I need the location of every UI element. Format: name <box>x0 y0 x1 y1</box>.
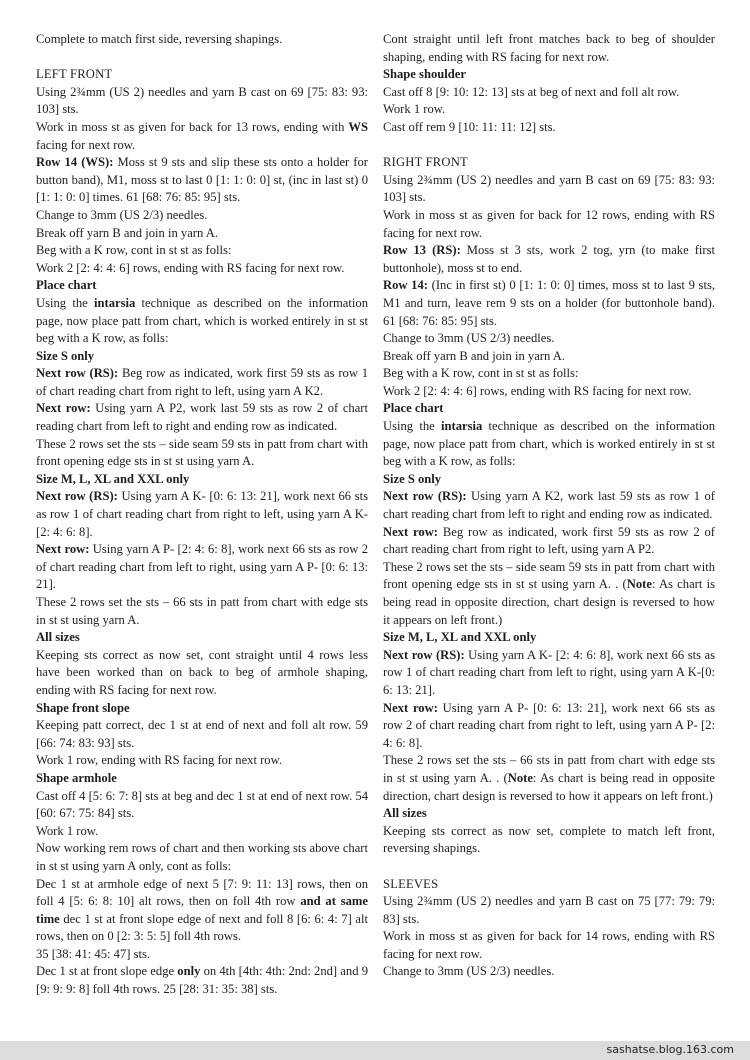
paragraph: Using 2¾mm (US 2) needles and yarn B cast on 69 [75: 83: 93: 103] sts. <box>36 84 368 117</box>
paragraph: Using the intarsia technique as described on the information page, now place patt from chart, which is worked entirely in st st beg with a K row, as folls: <box>36 295 368 346</box>
paragraph: Next row (RS): Using yarn A K- [2: 4: 6: 8], work next 66 sts as row 1 of chart reading chart from left to right, using yarn A K-[0: 6: 13: 21]. <box>383 647 716 697</box>
paragraph: Work in moss st as given for back for 12 rows, ending with RS facing for next row. <box>383 207 715 240</box>
heading-place-chart: Place chart <box>36 278 97 293</box>
paragraph: Break off yarn B and join in yarn A. <box>36 225 218 240</box>
paragraph: Keeping patt correct, dec 1 st at end of next and foll alt row. 59 [66: 74: 83: 93] sts. <box>36 718 368 750</box>
paragraph: Change to 3mm (US 2/3) needles. <box>383 331 555 346</box>
heading-size-s: Size S only <box>36 348 95 363</box>
paragraph: Work 1 row, ending with RS facing for next row. <box>36 753 283 768</box>
paragraph: Cont straight until left front matches back to beg of shoulder shaping, ending with RS facing for next row. <box>383 32 715 64</box>
paragraph: Next row (RS): Using yarn A K- [0: 6: 13: 21], work next 66 sts as row 1 of chart reading chart from right to left, using yarn A K- [2: 4: 6: 8]. <box>36 489 369 539</box>
paragraph: Row 14 (WS): Moss st 9 sts and slip these sts onto a holder for button band), M1, moss st to last 0 [1: 1: 0: 0] st, (inc in last st) 0 [1: 1: 0: 0] times. 61 [68: 76: 85: 95] sts. <box>36 155 368 205</box>
section-title-sleeves: SLEEVES <box>383 876 439 891</box>
paragraph: Work 2 [2: 4: 4: 6] rows, ending with RS facing for next row. <box>383 383 692 398</box>
paragraph: Using 2¾mm (US 2) needles and yarn B cast on 75 [77: 79: 79: 83] sts. <box>383 894 715 926</box>
section-title-right-front: RIGHT FRONT <box>383 155 468 170</box>
heading-place-chart: Place chart <box>383 401 444 416</box>
paragraph: These 2 rows set the sts – 66 sts in patt from chart with edge sts in st st using yarn A. . (Note: As chart is being read in opposite direction, chart design is reversed to how it appears on left front.) <box>383 753 715 803</box>
paragraph: Cast off 8 [9: 10: 12: 13] sts at beg of next and foll alt row. <box>383 84 680 99</box>
paragraph: Work in moss st as given for back for 13 rows, ending with WS facing for next row. <box>36 119 368 152</box>
paragraph: Cast off rem 9 [10: 11: 11: 12] sts. <box>383 119 556 134</box>
paragraph: Beg with a K row, cont in st st as folls: <box>36 243 232 258</box>
paragraph: Row 14: (Inc in first st) 0 [1: 1: 0: 0] times, moss st to last 9 sts, M1 and turn, leave rem 9 sts on a holder (for buttonhole band). 61 [68: 76: 85: 95] sts. <box>383 278 715 328</box>
left-column <box>36 31 368 999</box>
paragraph: Using 2¾mm (US 2) needles and yarn B cast on 69 [75: 83: 93: 103] sts. <box>383 172 715 205</box>
paragraph: Work 1 row. <box>36 823 99 838</box>
paragraph: Change to 3mm (US 2/3) needles. <box>36 207 208 222</box>
paragraph: Cast off 4 [5: 6: 7: 8] sts at beg and dec 1 st at end of next row. 54 [60: 67: 75: 84] sts. <box>36 788 368 821</box>
heading-size-m-xxl: Size M, L, XL and XXL only <box>383 630 537 645</box>
paragraph: Change to 3mm (US 2/3) needles. <box>383 964 555 979</box>
section-title-left-front: LEFT FRONT <box>36 67 113 82</box>
heading-shape-shoulder: Shape shoulder <box>383 67 466 82</box>
heading-shape-front-slope: Shape front slope <box>36 700 130 715</box>
paragraph: Next row: Using yarn A P2, work last 59 sts as row 2 of chart reading chart from left to right and ending row as indicated. <box>36 401 368 434</box>
heading-size-m-xxl: Size M, L, XL and XXL only <box>36 471 190 486</box>
heading-size-s: Size S only <box>383 471 442 486</box>
heading-all-sizes: All sizes <box>36 630 80 645</box>
paragraph: Dec 1 st at armhole edge of next 5 [7: 9: 11: 13] rows, then on foll 4 [5: 6: 8: 10] alt rows, then on foll 4th row and at same time dec 1 st at front slope edge of next and foll 8 [6: 6: 4: 7] alt rows, then on 0 [2: 3: 5: 5] foll 4th rows. <box>36 876 369 944</box>
paragraph: These 2 rows set the sts – 66 sts in patt from chart with edge sts in st st using yarn A. <box>36 595 368 627</box>
paragraph: Next row (RS): Using yarn A K2, work last 59 sts as row 1 of chart reading chart from left to right and ending row as indicated. <box>383 489 715 522</box>
watermark-text: sashatse.blog.163.com <box>606 1043 734 1056</box>
footer-bar <box>0 1041 750 1060</box>
paragraph: Work in moss st as given for back for 14 rows, ending with RS facing for next row. <box>383 929 715 961</box>
paragraph: Now working rem rows of chart and then working sts above chart in st st using yarn A only, cont as folls: <box>36 841 368 873</box>
paragraph: Next row: Beg row as indicated, work first 59 sts as row 2 of chart reading chart from right to left, using yarn A P2. <box>383 524 715 557</box>
paragraph: Dec 1 st at front slope edge only on 4th [4th: 4th: 2nd: 2nd] and 9 [9: 9: 9: 8] foll 4th rows. 25 [28: 31: 35: 38] sts. <box>36 964 368 997</box>
paragraph: Keeping sts correct as now set, cont straight until 4 rows less have been worked than on back to beg of armhole shaping, ending with RS facing for next row. <box>36 647 368 697</box>
paragraph: Keeping sts correct as now set, complete to match left front, reversing shapings. <box>383 823 715 856</box>
heading-all-sizes: All sizes <box>383 806 427 821</box>
heading-shape-armhole: Shape armhole <box>36 770 117 785</box>
paragraph: Using the intarsia technique as described on the information page, now place patt from chart, which is worked entirely in st st beg with a K row, as folls: <box>383 419 715 469</box>
paragraph: Break off yarn B and join in yarn A. <box>383 348 565 363</box>
paragraph: Work 1 row. <box>383 102 446 117</box>
intro-text: Complete to match first side, reversing shapings. <box>36 32 283 46</box>
paragraph: These 2 rows set the sts – side seam 59 sts in patt from chart with front opening edge sts in st st using yarn A. . (Note: As chart is being read in opposite direction, chart design is reversed to how it appears on left front.) <box>383 559 715 627</box>
paragraph: Next row: Using yarn A P- [0: 6: 13: 21], work next 66 sts as row 2 of chart reading chart from right to left, using yarn A P- [2: 4: 6: 8]. <box>383 700 715 750</box>
paragraph: Beg with a K row, cont in st st as folls: <box>383 366 579 381</box>
right-column <box>383 31 715 981</box>
paragraph: Next row (RS): Beg row as indicated, work first 59 sts as row 1 of chart reading chart from right to left, using yarn A K2. <box>36 366 369 398</box>
paragraph: Row 13 (RS): Moss st 3 sts, work 2 tog, yrn (to make first buttonhole), moss st to end. <box>383 243 715 275</box>
paragraph: These 2 rows set the sts – side seam 59 sts in patt from chart with front opening edge sts in st st using yarn A. <box>36 436 368 469</box>
paragraph: Next row: Using yarn A P- [2: 4: 6: 8], work next 66 sts as row 2 of chart reading chart from left to right, using yarn A P- [0: 6: 13: 21]. <box>36 542 368 592</box>
paragraph: 35 [38: 41: 45: 47] sts. <box>36 946 151 961</box>
paragraph: Work 2 [2: 4: 4: 6] rows, ending with RS facing for next row. <box>36 260 345 275</box>
